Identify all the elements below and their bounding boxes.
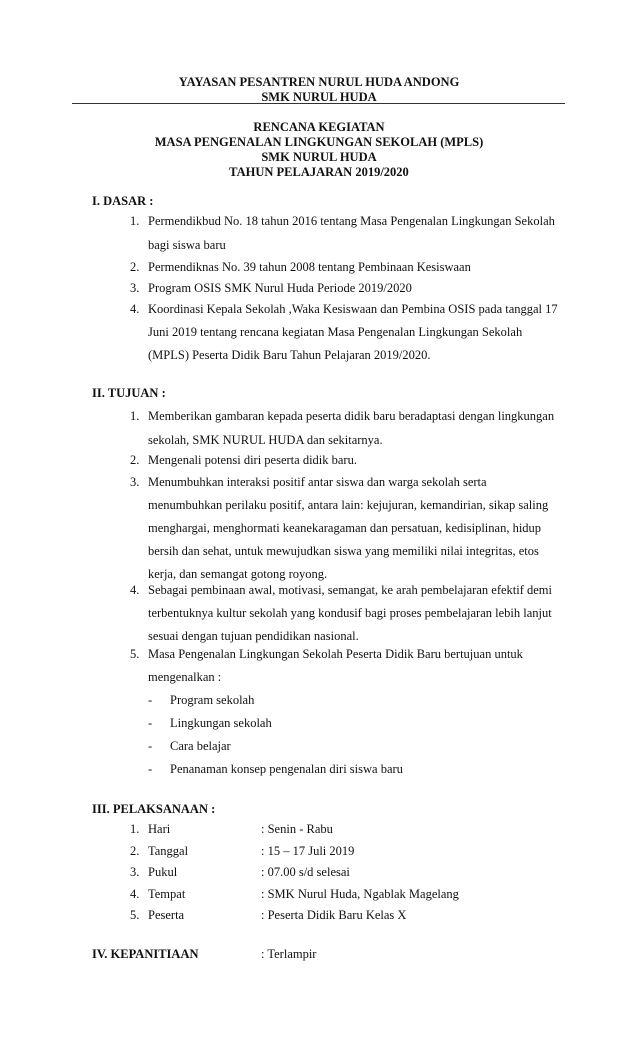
school-name: SMK NURUL HUDA xyxy=(261,90,377,104)
list-item-text: (MPLS) Peserta Didik Baru Tahun Pelajaran 2019/2020. xyxy=(148,348,431,362)
detail-value: : Senin - Rabu xyxy=(261,822,333,836)
list-item-text: menghargai, menghormati keanekaragaman dan persatuan, kedisiplinan, hidup xyxy=(148,521,542,535)
list-item-text: Juni 2019 tentang rencana kegiatan Masa Pengenalan Lingkungan Sekolah xyxy=(148,325,523,339)
list-number: 4. xyxy=(130,583,140,597)
detail-value: : 15 – 17 Juli 2019 xyxy=(261,844,355,858)
detail-value: : SMK Nurul Huda, Ngablak Magelang xyxy=(261,887,459,901)
doc-title-1: RENCANA KEGIATAN xyxy=(253,120,385,134)
list-number: 3. xyxy=(130,475,140,489)
list-number: 2. xyxy=(130,260,140,274)
list-number: 2. xyxy=(130,453,140,467)
detail-value: : Peserta Didik Baru Kelas X xyxy=(261,908,407,922)
detail-value: : 07.00 s/d selesai xyxy=(261,865,350,879)
section-pelaksanaan-heading: III. PELAKSANAAN : xyxy=(92,802,216,816)
doc-title-2: MASA PENGENALAN LINGKUNGAN SEKOLAH (MPLS) xyxy=(154,135,484,149)
list-item-text: Program OSIS SMK Nurul Huda Periode 2019/2020 xyxy=(148,281,412,295)
sub-bullet-dash: - xyxy=(148,716,153,730)
list-number: 1. xyxy=(130,409,140,423)
detail-label: Tempat xyxy=(148,887,186,901)
list-item-text: Menumbuhkan interaksi positif antar siswa dan warga sekolah serta xyxy=(148,475,487,489)
sub-bullet-text: Program sekolah xyxy=(170,693,255,707)
list-item-text: mengenalkan : xyxy=(148,670,222,684)
list-number: 4. xyxy=(130,887,140,901)
list-item-text: Masa Pengenalan Lingkungan Sekolah Peserta Didik Baru bertujuan untuk xyxy=(148,647,523,661)
list-number: 5. xyxy=(130,647,140,661)
sub-bullet-text: Cara belajar xyxy=(170,739,231,753)
sub-bullet-text: Penanaman konsep pengenalan diri siswa baru xyxy=(170,762,403,776)
doc-title-3: SMK NURUL HUDA xyxy=(261,150,377,164)
list-item-text: Koordinasi Kepala Sekolah ,Waka Kesiswaan dan Pembina OSIS pada tanggal 17 xyxy=(148,302,558,316)
list-number: 1. xyxy=(130,822,140,836)
sub-bullet-dash: - xyxy=(148,739,153,753)
list-item-text: terbentuknya kultur sekolah yang kondusif bagi proses pembelajaran lebih lanjut xyxy=(148,606,552,620)
detail-label: Pukul xyxy=(148,865,178,879)
detail-label: Tanggal xyxy=(148,844,189,858)
sub-bullet-text: Lingkungan sekolah xyxy=(170,716,272,730)
list-item-text: Sebagai pembinaan awal, motivasi, semangat, ke arah pembelajaran efektif demi xyxy=(148,583,553,597)
detail-label: Hari xyxy=(148,822,171,836)
foundation-name: YAYASAN PESANTREN NURUL HUDA ANDONG xyxy=(178,75,460,89)
list-item-text: menumbuhkan perilaku positif, antara lain: kejujuran, kemandirian, sikap saling xyxy=(148,498,549,512)
list-item-text: Memberikan gambaran kepada peserta didik baru beradaptasi dengan lingkungan xyxy=(148,409,555,423)
list-number: 1. xyxy=(130,214,140,228)
list-item-text: Permendiknas No. 39 tahun 2008 tentang Pembinaan Kesiswaan xyxy=(148,260,471,274)
list-item-text: bersih dan sehat, untuk mewujudkan siswa yang memiliki nilai integritas, etos xyxy=(148,544,539,558)
kepanitiaan-value: : Terlampir xyxy=(261,947,317,961)
sub-bullet-dash: - xyxy=(148,693,153,707)
header-divider xyxy=(72,103,565,104)
section-kepanitiaan-heading: IV. KEPANITIAAN xyxy=(92,947,199,961)
section-tujuan-heading: II. TUJUAN : xyxy=(92,386,166,400)
sub-bullet-dash: - xyxy=(148,762,153,776)
list-number: 4. xyxy=(130,302,140,316)
list-number: 5. xyxy=(130,908,140,922)
detail-label: Peserta xyxy=(148,908,185,922)
list-number: 2. xyxy=(130,844,140,858)
list-number: 3. xyxy=(130,281,140,295)
list-item-text: sekolah, SMK NURUL HUDA dan sekitarnya. xyxy=(148,433,383,447)
list-item-text: bagi siswa baru xyxy=(148,238,226,252)
section-dasar-heading: I. DASAR : xyxy=(92,194,154,208)
list-item-text: sesuai dengan tujuan pendidikan nasional. xyxy=(148,629,359,643)
list-number: 3. xyxy=(130,865,140,879)
list-item-text: Mengenali potensi diri peserta didik baru. xyxy=(148,453,357,467)
list-item-text: kerja, dan semangat gotong royong. xyxy=(148,567,328,581)
list-item-text: Permendikbud No. 18 tahun 2016 tentang Masa Pengenalan Lingkungan Sekolah xyxy=(148,214,555,228)
doc-title-4: TAHUN PELAJARAN 2019/2020 xyxy=(229,165,409,179)
